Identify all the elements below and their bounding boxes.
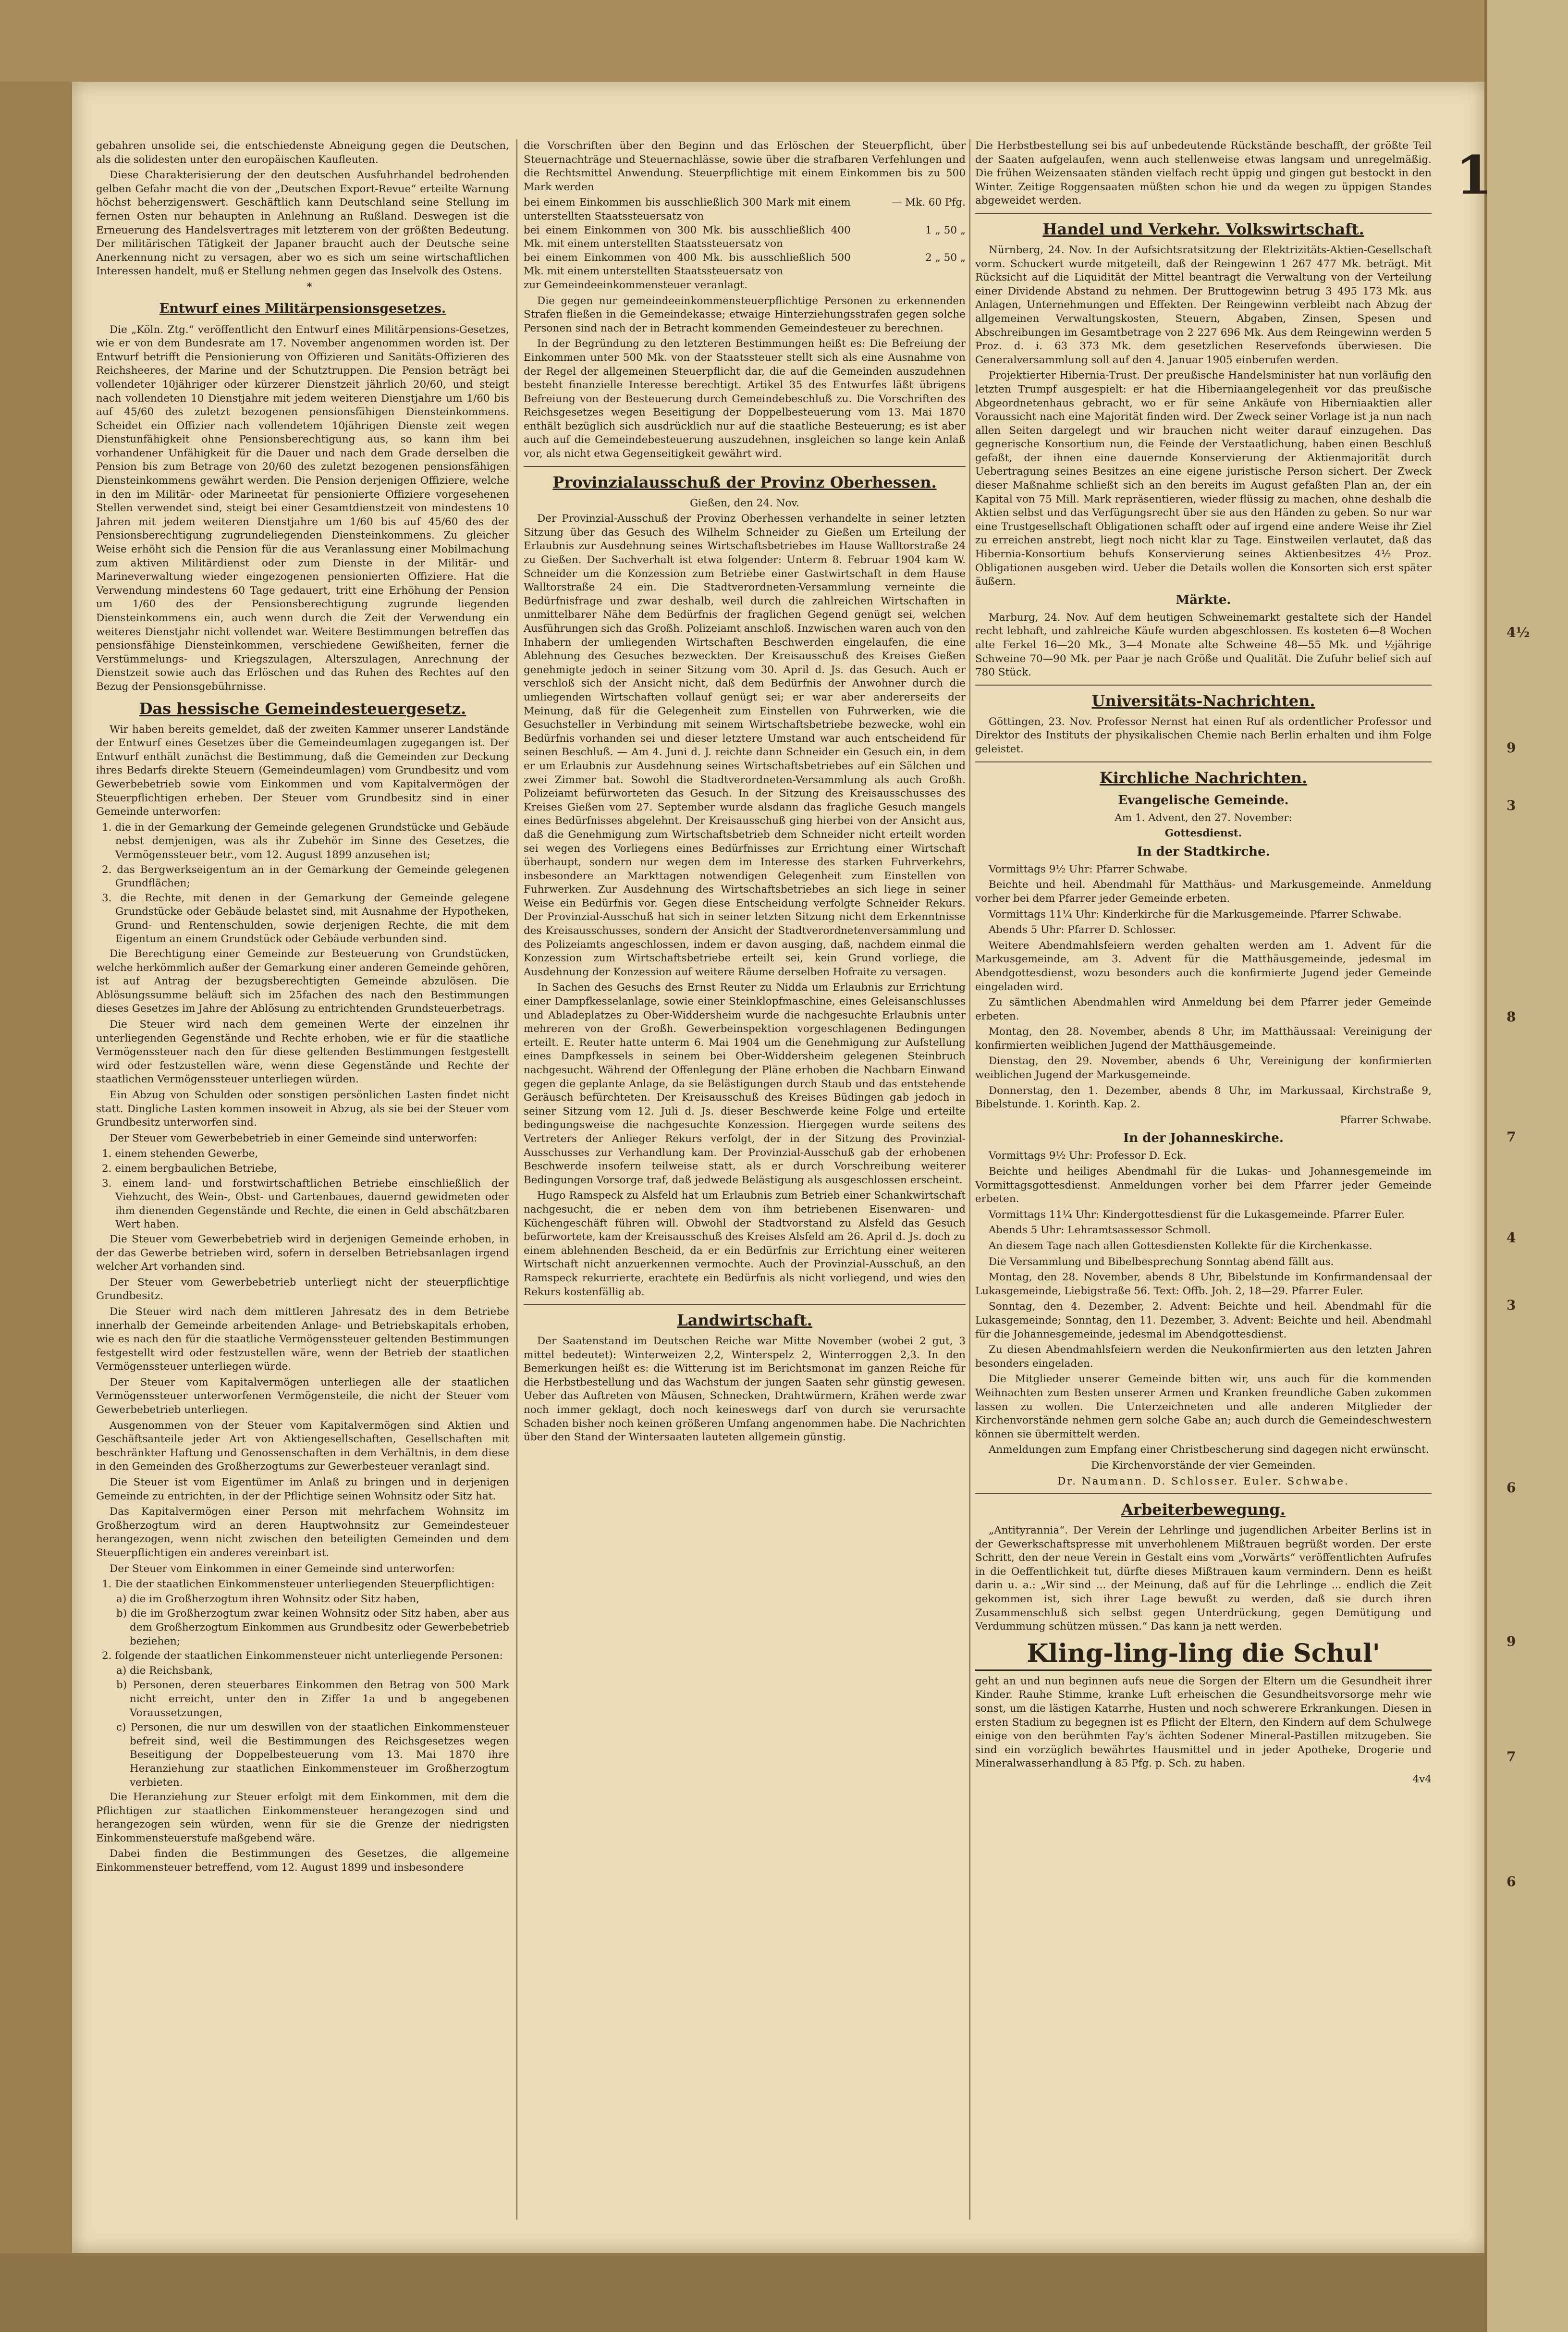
paragraph: gebahren unsolide sei, die entschiedenste Abneigung gegen die Deutschen, als die solidesten unter den europäischen Kaufleuten.: [96, 140, 509, 166]
list-item: 3. einem land- und forstwirtschaftlichen Betriebe einschließlich der Viehzucht, des Wein-, Obst- und Gartenbaues, dauernd gewidmeten oder ihm dienenden Gegenstände und Rechte, die einen in Geld abschätzbaren Wert haben.: [102, 1177, 509, 1231]
paragraph: Die Berechtigung einer Gemeinde zur Besteuerung von Grundstücken, welche herkömmlich außer der Gemarkung einer anderen Gemeinde gehören, ist auf Antrag der bezugsberechtigten Gemeinde abzulösen. Die Ablösungssumme beläuft sich im 25fachen des nach den Bestimmungen dieses Gesetzes im Jahre der Ablösung zu entrichtenden Grundsteuerbetrags.: [96, 948, 509, 1015]
edge-fragment: 9: [1507, 1633, 1516, 1649]
edge-fragment: 9: [1507, 740, 1516, 756]
column-1: [96, 139, 509, 2023]
advertisement-text: geht an und nun beginnen aufs neue die Sorgen der Eltern um die Gesundheit ihrer Kinder. Rauhe Stimme, kranke Luft erheischen die Gesundheitsvorsorge mehr wie sonst, um die lästigen Katarrhe, Husten und noch schwerere Erkrankungen. Diesen in ersten Stadium zu begegnen ist es Pflicht der Eltern, den Kindern auf dem Schulwege einige von den berühmten Fay's ächten Sodener Mineral-Pastillen mitzugeben. Sie sind ein vorzüglich bewährtes Hausmittel und in jeder Apotheke, Drogerie und Mineralwasserhandlung à 85 Pfg. p. Sch. zu haben.: [975, 1675, 1432, 1770]
signers: Dr. Naumann. D. Schlosser. Euler. Schwabe.: [1057, 1475, 1349, 1487]
advent-date: Am 1. Advent, den 27. November:: [1115, 811, 1292, 824]
list-item: 1. einem stehenden Gewerbe,: [102, 1148, 258, 1160]
tax-row-label: bei einem Einkommen bis ausschließlich 300 Mark mit einem unterstellten Staatssteuersatz von: [524, 196, 851, 222]
paragraph: Die Steuer vom Gewerbebetrieb wird in derjenigen Gemeinde erhoben, in der das Gewerbe betrieben wird, sofern in derselben Betriebsanlagen irgend welcher Art vorhanden sind.: [96, 1233, 509, 1273]
section-rule: [975, 761, 1432, 762]
paragraph: Nürnberg, 24. Nov. In der Aufsichtsratsitzung der Elektrizitäts-Aktien-Gesellschaft vorm. Schuckert wurde mitgeteilt, daß der Reingewinn 1 267 477 Mk. beträgt. Mit Rücksicht auf die Liquidität der Mittel beantragt die Verwaltung von der Verteilung einer Dividende Abstand zu nehmen. Der Bruttogewinn betrug 3 495 173 Mk. aus Anlagen, Unternehmungen und Effekten. Der Reingewinn verbleibt nach Abzug der allgemeinen Verwaltungskosten, Steuern, Abgaben, Zinsen, Spesen und Abschreibungen im Gesamtbetrage von 2 227 696 Mk. Aus dem Reingewinn werden 5 Proz. d. i. 63 373 Mk. dem gesetzlichen Reservefonds überwiesen. Die Generalversammlung soll auf den 4. Januar 1905 einberufen werden.: [975, 244, 1432, 366]
section-rule: [975, 1493, 1432, 1494]
list-item: 3. die Rechte, mit denen in der Gemarkung der Gemeinde gelegene Grundstücke oder Gebäude belastet sind, mit Ausnahme der Hypotheken, Grund- und Rentenschulden, sowie derjenigen Rechte, die mit dem Eigentum an einem Grundstück oder Gebäude verbunden sind.: [102, 892, 509, 945]
paragraph: Die Mitglieder unserer Gemeinde bitten wir, uns auch für die kommenden Weihnachten zum Besten unserer Armen und Kranken freundliche Gaben zukommen lassen zu wollen. Die Unterzeichneten und alle anderen Mitglieder der Kirchenvorstände nehmen gern solche Gabe an; auch durch die Gemeindeschwestern können sie übermittelt werden.: [975, 1373, 1432, 1440]
headline-gemeindesteuergesetz: Das hessische Gemeindesteuergesetz.: [139, 699, 466, 718]
separator-asterisk: *: [306, 281, 312, 293]
paragraph: Die Steuer ist vom Eigentümer im Anlaß zu bringen und in derjenigen Gemeinde zu entrichten, in der der Pflichtige seinen Wohnsitz oder Sitz hat.: [96, 1476, 509, 1502]
edge-fragment: 6: [1507, 1480, 1516, 1496]
paragraph: Die gegen nur gemeindeeinkommensteuerpflichtige Personen zu erkennenden Strafen fließen in die Gemeindekasse; etwaige Hinterziehungsstrafen gegen solche Personen sind nach der in Betracht kommenden Gemeindesteuer zu berechnen.: [524, 295, 966, 334]
scan-background-left: [0, 82, 72, 2253]
column-rule: [516, 139, 517, 2220]
subheadline-stadtkirche: In der Stadtkirche.: [1137, 844, 1270, 859]
tax-row-value: 1 „ 50 „: [925, 224, 966, 236]
paragraph: Ein Abzug von Schulden oder sonstigen persönlichen Lasten findet nicht statt. Dingliche Lasten kommen insoweit in Abzug, als sie bei der Steuer vom Grundbesitz unterworfen sind.: [96, 1089, 509, 1129]
paragraph: Die Versammlung und Bibelbesprechung Sonntag abend fällt aus.: [989, 1255, 1334, 1268]
paragraph: Zu sämtlichen Abendmahlen wird Anmeldung bei dem Pfarrer jeder Gemeinde erbeten.: [975, 996, 1432, 1022]
headline-maerkte: Märkte.: [1176, 592, 1231, 607]
list-item: 1. Die der staatlichen Einkommensteuer unterliegenden Steuerpflichtigen:: [102, 1578, 495, 1591]
paragraph: Beichte und heiliges Abendmahl für die Lukas- und Johannesgemeinde im Vormittagsgottesdienst. Anmeldungen vorher bei dem Pfarrer jeder Gemeinde erbeten.: [975, 1166, 1432, 1205]
paragraph: Die Kirchenvorstände der vier Gemeinden.: [1091, 1459, 1316, 1472]
edge-fragment: 8: [1507, 1009, 1516, 1025]
paragraph: Die Steuer wird nach dem mittleren Jahresatz des in dem Betriebe innerhalb der Gemeinde arbeitenden Anlage- und Betriebskapitals erhoben, wie es nach den für die staatliche Vermögenssteuer geltenden Bestimmungen festgestellt wird oder festzustellen wäre, wenn der Betrieb der staatlichen Vermögenssteuer unterliegen würde.: [96, 1305, 509, 1373]
paragraph: Der Saatenstand im Deutschen Reiche war Mitte November (wobei 2 gut, 3 mittel bedeutet): Winterweizen 2,2, Winterspelz 2, Winterroggen 2,3. In den Bemerkungen heißt es: die Witterung ist im Berichtsmonat im ganzen Reiche für die Herbstbestellung und das Wachstum der jungen Saaten sehr günstig gewesen. Ueber das Auftreten von Mäusen, Schnecken, Drahtwürmern, Krähen werde zwar noch immer geklagt, doch noch keineswegs darf von durch sie verursachte Schaden bisher noch keinen größeren Umfang angenommen habe. Die Nachrichten über den Stand der Wintersaaten lauteten allgemein günstig.: [524, 1335, 966, 1444]
paragraph: Marburg, 24. Nov. Auf dem heutigen Schweinemarkt gestaltete sich der Handel recht lebhaft, und zahlreiche Käufe wurden abgeschlossen. Es kosteten 6—8 Wochen alte Ferkel 16—20 Mk., 3—4 Monate alte Schweine 48—55 Mk. und ½jährige Schweine 70—90 Mk. per Paar je nach Größe und Qualität. Die Zufuhr belief sich auf 780 Stück.: [975, 611, 1432, 679]
paragraph: Wir haben bereits gemeldet, daß der zweiten Kammer unserer Landstände der Entwurf eines Gesetzes über die Gemeindeumlagen zugegangen ist. Der Entwurf enthält zunächst die Bestimmung, daß die Gemeinden zur Deckung ihres Bedarfs direkte Steuern (Gemeindeumlagen) vom Grundbesitz und vom Gewerbebetrieb sowie vom Einkommen und vom Kapitalvermögen der Steuerpflichtigen erheben. Der Steuer vom Grundbesitz sind in einer Gemeinde unterworfen:: [96, 723, 509, 818]
list-item: 2. das Bergwerkseigentum an in der Gemarkung der Gemeinde gelegenen Grundflächen;: [102, 863, 509, 890]
edge-fragment: 4: [1507, 1230, 1516, 1246]
paragraph: An diesem Tage nach allen Gottesdiensten Kollekte für die Kirchenkasse.: [989, 1240, 1372, 1252]
tax-table-row: [524, 224, 966, 251]
list-item: b) Personen, deren steuerbares Einkommen den Betrag von 500 Mark nicht erreicht, unter den in Ziffer 1a und b angegebenen Voraussetzungen,: [116, 1679, 509, 1719]
section-rule: [975, 685, 1432, 686]
edge-fragment: 4½: [1507, 625, 1530, 640]
paragraph: Der Steuer vom Gewerbebetrieb unterliegt nicht der steuerpflichtige Grundbesitz.: [96, 1276, 509, 1302]
paragraph: Abends 5 Uhr: Lehramtsassessor Schmoll.: [989, 1224, 1211, 1237]
tax-table-row: [524, 196, 966, 223]
paragraph: Montag, den 28. November, abends 8 Uhr, Bibelstunde im Konfirmandensaal der Lukasgemeinde, Liebigstraße 56. Text: Offb. Joh. 2, 18—29. Pfarrer Euler.: [975, 1271, 1432, 1297]
paragraph: Dabei finden die Bestimmungen des Gesetzes, die allgemeine Einkommensteuer betreffend, vom 12. August 1899 und insbesondere: [96, 1848, 509, 1874]
headline-landwirtschaft: Landwirtschaft.: [677, 1311, 812, 1330]
dateline: Gießen, den 24. Nov.: [690, 497, 799, 509]
advertisement-headline: Kling-ling-ling die Schul': [975, 1638, 1432, 1671]
list-item: 2. einem bergbaulichen Betriebe,: [102, 1162, 278, 1175]
paragraph: Anmeldungen zum Empfang einer Christbescherung sind dagegen nicht erwünscht.: [989, 1444, 1429, 1456]
paragraph: Diese Charakterisierung der den deutschen Ausfuhrhandel bedrohenden gelben Gefahr macht die von der „Deutschen Export-Revue“ erteilte Warnung höchst beherzigenswert. Geschäftlich kann Deutschland seine Stellung im fernen Osten nur behaupten in Anlehnung an Rußland. Deswegen ist die Erneuerung des Handelsvertrages mit letzterem von der größten Bedeutung. Der militärischen Tätigkeit der Japaner braucht auch der Deutsche seine Anerkennung nicht zu versagen, aber wo es sich um seine wirtschaftlichen Interessen handelt, muß er Stellung nehmen gegen das Inselvolk des Ostens.: [96, 169, 509, 278]
section-rule: [975, 213, 1432, 214]
edge-fragment: 3: [1507, 798, 1516, 813]
gottesdienst-label: Gottesdienst.: [1164, 827, 1242, 840]
paragraph: Der Provinzial-Ausschuß der Provinz Oberhessen verhandelte in seiner letzten Sitzung über das Gesuch des Wilhelm Schneider zu Gießen um Erteilung der Erlaubnis zur Ausdehnung seines Wirtschaftsbetriebes im Hause Walltorstraße 24 zu Gießen. Der Sachverhalt ist etwa folgender: Unterm 8. Februar 1904 kam W. Schneider um die Konzession zum Betriebe einer Gastwirtschaft in dem Hause Walltorstraße 24 ein. Die Stadtverordneten-Versammlung verneinte die Bedürfnisfrage und zwar deshalb, weil durch die zahlreichen Wirtschaften in unmittelbarer Nähe dem Bedürfnis der fraglichen Gegend genügt sei, welchen Ausführungen sich das Großh. Polizeiamt anschloß. Inzwischen waren auch von den Inhabern der umliegenden Wirtschaften Beschwerden eingelaufen, die eine Ablehnung des Gesuches bezweckten. Der Kreisausschuß des Kreises Gießen genehmigte jedoch in seiner Sitzung vom 30. April d. Js. das Gesuch. Auch er verschloß sich der Ansicht nicht, daß dem Bedürfnis der Anwohner durch die umliegenden Wirtschaften vollauf genügt sei; er war aber andererseits der Meinung, daß für die Gelegenheit zum Einstellen von Fuhrwerken, wie die Gesuchsteller in Verbindung mit seinem Wirtschaftsbetriebe bezwecke, wohl ein Bedürfnis vorhanden sei und dieser letztere Umstand war auch entscheidend für seinen Beschluß. — Am 4. Juni d. J. reichte dann Schneider ein Gesuch ein, in dem er um Erlaubnis zur Ausdehnung seines Wirtschaftsbetriebes auf ein Sälchen und zwei Zimmer bat. Sowohl die Stadtverordneten-Versammlung als auch Großh. Polizeiamt befürworteten das Gesuch. In der Sitzung des Kreisausschusses des Kreises Gießen vom 27. September wurde alsdann das fragliche Gesuch mangels eines Bedürfnisses abgelehnt. Der Kreisausschuß ging hierbei von der Ansicht aus, daß die Genehmigung zum Wirtschaftsbetrieb dem Schneider nicht erteilt worden sei wegen des Vorliegens eines Bedürfnisses zur Errichtung einer Wirtschaft überhaupt, sondern nur wegen dem im Interesse des starken Fuhrverkehrs, insbesondere an Markttagen notwendigen Gelegenheit zum Einstellen von Fuhrwerken. Zur Ausdehnung des Wirtschaftsbetriebes an sich liege in seiner Weise ein Bedürfnis vor. Gegen diese Entscheidung verfolgte Schneider Rekurs. Der Provinzial-Ausschuß hat sich in seiner letzten Sitzung nicht dem Erkenntnisse des Kreisausschusses, sondern der Ansicht der Stadtverordnetenversammlung und des Polizeiamts angeschlossen, indem er davon ausging, daß, nachdem einmal die Konzession zum Wirtschaftsbetriebe erteilt sei, kein Grund vorliege, die Ausdehnung der Konzession auf weitere Räume derselben Hofraite zu versagen.: [524, 513, 966, 978]
paragraph: Vormittags 11¼ Uhr: Kindergottesdienst für die Lukasgemeinde. Pfarrer Euler.: [989, 1208, 1405, 1221]
paragraph: Die „Köln. Ztg.“ veröffentlicht den Entwurf eines Militärpensions-Gesetzes, wie er von dem Bundesrate am 17. November angenommen worden ist. Der Entwurf betrifft die Pensionierung von Offizieren und Sanitäts-Offizieren des Reichsheeres, der Marine und der Schutztruppen. Die Pension beträgt bei vollendeter 10jähriger oder kürzerer Dienstzeit jährlich 20/60, und steigt nach vollendeten 10 Dienstjahre mit jedem weiteren Dienstjahre um 1/60 bis auf 45/60 des zuletzt bezogenen pensionsfähigen Diensteinkommens. Scheidet ein Offizier nach vollendetem 10jährigen Dienste zeit wegen Dienstunfähigkeit ohne Pensionsberechtigung aus, so kann ihm bei vorhandener Unfähigkeit für die Dauer und nach dem Grade derselben die Pension bis zum Betrage von 20/60 des zuletzt bezogenen pensionsfähigen Diensteinkommens gewährt werden. Die Pension derjenigen Offiziere, welche in den im Militär- oder Marineetat für pensionierte Offiziere vorgesehenen Stellen verwendet sind, steigt bei einer Gesamtdienstzeit von mindestens 10 Jahren mit jedem weiteren Dienstjahre um 1/60 bis auf 45/60 des der Pensionsberechtigung zugrundeliegenden Diensteinkommens. Zu gleicher Weise erhöht sich die Pension für die aus Veranlassung einer Mobilmachung zum aktiven Militärdienst oder zum Dienste in der Militär- und Marineverwaltung wieder eingezogenen pensionierten Offiziere. Hat die Verwendung mindestens 60 Tage gedauert, tritt eine Erhöhung der Pension um 1/60 des der Pensionsberechtigung zugrunde liegenden Diensteinkommens ein, auch wenn durch die Zeit der Verwendung ein weiteres Dienstjahr nicht vollendet war. Weitere Bestimmungen betreffen das pensionsfähige Diensteinkommen, verschiedene Gewißheiten, ferner die Verstümmelungs- und Kriegszulagen, Alterszulagen, Anrechnung der Dienstzeit sowie auch das Erlöschen und das Ruhen des Rechtes auf den Bezug der Pensionsgebührnisse.: [96, 323, 509, 693]
paragraph: Weitere Abendmahlsfeiern werden gehalten werden am 1. Advent für die Markusgemeinde, am 3. Advent für die Matthäusgemeinde, jedesmal im Abendgottesdienst, wozu besonders auch die konfirmierte Jugend jeder Gemeinde eingeladen wird.: [975, 939, 1432, 993]
page-number-fragment: 1: [1456, 144, 1493, 206]
edge-fragment: 7: [1507, 1129, 1516, 1145]
list-item: a) die im Großherzogtum ihren Wohnsitz oder Sitz haben,: [116, 1593, 419, 1605]
paragraph: Die Herbstbestellung sei bis auf unbedeutende Rückstände beschafft, der größte Teil der Saaten aufgelaufen, wenn auch stellenweise etwas langsam und unregelmäßig. Die frühen Weizensaaten ständen vielfach recht üppig und gingen gut bestockt in den Winter. Zeitige Roggensaaten müßten schon hie und da wegen zu üppigen Standes abgeweidet werden.: [975, 140, 1432, 207]
edge-fragment: 7: [1507, 1749, 1516, 1765]
tax-table-row: [524, 251, 966, 279]
paragraph: Göttingen, 23. Nov. Professor Nernst hat einen Ruf als ordentlicher Professor und Direktor des Instituts der physikalischen Chemie nach Berlin erhalten und ihm Folge geleistet.: [975, 715, 1432, 755]
tax-row-value: 2 „ 50 „: [925, 251, 966, 264]
list-item: 1. die in der Gemarkung der Gemeinde gelegenen Grundstücke und Gebäude nebst demjenigen, was als ihr Zubehör im Sinne des Gesetzes, die Vermögenssteuer betr., vom 12. August 1899 anzusehen ist;: [102, 821, 509, 861]
paragraph: Vormittags 11¼ Uhr: Kinderkirche für die Markusgemeinde. Pfarrer Schwabe.: [989, 908, 1402, 921]
headline-militaerpension: Entwurf eines Militärpensionsgesetzes.: [159, 301, 446, 316]
paragraph: Beichte und heil. Abendmahl für Matthäus- und Markusgemeinde. Anmeldung vorher bei dem Pfarrer jeder Gemeinde erbeten.: [975, 879, 1432, 905]
paragraph: Der Steuer vom Gewerbebetrieb in einer Gemeinde sind unterworfen:: [110, 1132, 478, 1144]
paragraph: In der Begründung zu den letzteren Bestimmungen heißt es: Die Befreiung der Einkommen unter 500 Mk. von der Staatssteuer stellt sich als eine Ausnahme von der Regel der allgemeinen Steuerpflicht dar, die auf die Gemeinden auszudehnen besteht finanzielle Interesse berechtigt. Artikel 35 des Entwurfes läßt übrigens Befreiung von der Besteuerung durch Gemeindebeschluß zu. Die Vorschriften des Reichsgesetzes wegen Beseitigung der Doppelbesteuerung vom 13. Mai 1870 enthält bezüglich sich ausdrücklich nur auf die staatliche Besteuerung; es ist aber auch auf die Gemeindebesteuerung auszudehnen, insgleichen so lange kein Anlaß vor, als nicht etwa Gegenseitigkeit gewährt wird.: [524, 338, 966, 460]
paragraph: Donnerstag, den 1. Dezember, abends 8 Uhr, im Markussaal, Kirchstraße 9, Bibelstunde. 1. Korinth. Kap. 2.: [975, 1084, 1432, 1111]
paragraph: Hugo Ramspeck zu Alsfeld hat um Erlaubnis zum Betrieb einer Schankwirtschaft nachgesucht, die er neben dem von ihm betriebenen Eisenwaren- und Küchengeschäft führen will. Obwohl der Stadtvorstand zu Alsfeld das Gesuch befürwortete, kam der Kreisausschuß des Kreises Alsfeld am 26. April d. Js. doch zu einem ablehnenden Bescheid, da er ein Bedürfnis zur Errichtung einer weiteren Wirtschaft nicht anzuerkennen vermochte. Auch der Provinzial-Ausschuß, an den Ramspeck rekurrierte, erachtete ein Bedürfnis als nicht vorliegend, und wies den Rekurs kostenfällig ab.: [524, 1190, 966, 1298]
scan-background-top: [0, 0, 1484, 82]
tax-row-label: bei einem Einkommen von 300 Mk. bis ausschließlich 400 Mk. mit einem unterstellten Staatssteuersatz von: [524, 224, 851, 250]
tax-row-value: — Mk. 60 Pfg.: [891, 196, 966, 209]
edge-fragment: 6: [1507, 1874, 1516, 1890]
paragraph: Montag, den 28. November, abends 8 Uhr, im Matthäussaal: Vereinigung der konfirmierten weiblichen Jugend der Matthäusgemeinde.: [975, 1026, 1432, 1052]
paragraph: Die Steuer wird nach dem gemeinen Werte der einzelnen ihr unterliegenden Gegenstände und Rechte erhoben, wie er für die staatliche Vermögenssteuer nach den für diese geltenden Bestimmungen festgestellt wird oder festzustellen wäre, wenn diese Gegenstände und Rechte der staatlichen Vermögenssteuer unterliegen würden.: [96, 1019, 509, 1086]
tax-row-label: bei einem Einkommen von 400 Mk. bis ausschließlich 500 Mk. mit einem unterstellten Staatssteuersatz von: [524, 251, 851, 278]
paragraph: Projektierter Hibernia-Trust. Der preußische Handelsminister hat nun vorläufig den letzten Trumpf ausgespielt: er hat die Hiberniaangelegenheit vor das preußische Abgeordnetenhaus gebracht, wo er für seine Ankäufe von Hiberniaaktien aller Voraussicht nach eine Majorität finden wird. Der Zweck seiner Vorlage ist ja nun nach allen Seiten dargelegt und wir brauchen nicht weiter darauf einzugehen. Das gegnerische Konsortium nun, die Feinde der Verstaatlichung, haben einen Beschluß gefaßt, der ihnen eine dauernde Konservierung der Aktienmajorität durch Uebertragung seines Besitzes an eine eigene juristische Person sichert. Der Zweck dieser Maßnahme schließt sich an den bereits im August gefaßten Plan an, der ein Kapital von 75 Mill. Mark repräsentieren, wieder flüssig zu machen, ohne deshalb die Aktien selbst und das Verfügungsrecht über sie aus den Händen zu geben. So nur war eine Trustgesellschaft Obligationen schafft oder auf irgend eine andere Weise ihr Ziel zu erreichen anstrebt, liegt noch nicht klar zu Tage. Einstweilen verlautet, daß das Hibernia-Konsortium behufs Konservierung seines Aktienbesitzes 4½ Proz. Obligationen ausgeben wird. Ueber die Details wollen die Konsorten sich erst später äußern.: [975, 369, 1432, 588]
scan-background-bottom: [0, 2253, 1484, 2332]
signature: Pfarrer Schwabe.: [1340, 1114, 1432, 1126]
list-item: a) die Reichsbank,: [116, 1664, 213, 1677]
paragraph: Der Steuer vom Kapitalvermögen unterliegen alle der staatlichen Vermögenssteuer unterworfenen Vermögensteile, die nicht der Steuer vom Gewerbebetrieb unterliegen.: [96, 1376, 509, 1416]
paragraph: Die Heranziehung zur Steuer erfolgt mit dem Einkommen, mit dem die Pflichtigen zur staatlichen Einkommensteuer herangezogen sind und herangezogen sein würden, wenn für sie die Grenze der niedrigsten Einkommensteuerstufe maßgebend wäre.: [96, 1791, 509, 1844]
paragraph: Sonntag, den 4. Dezember, 2. Advent: Beichte und heil. Abendmahl für die Lukasgemeinde; Sonntag, den 11. Dezember, 3. Advent: Beichte und heil. Abendmahl für die Johannesgemeinde, jedesmal im Abendgottesdienst.: [975, 1301, 1432, 1340]
headline-universitaet: Universitäts-Nachrichten.: [1091, 691, 1315, 710]
subheadline-evangelische-gemeinde: Evangelische Gemeinde.: [1118, 793, 1289, 808]
facing-page-edge: [1484, 0, 1568, 2332]
paragraph: Der Steuer vom Einkommen in einer Gemeinde sind unterworfen:: [110, 1562, 455, 1575]
paragraph: Vormittags 9½ Uhr: Professor D. Eck.: [989, 1150, 1187, 1162]
edge-fragment: 3: [1507, 1297, 1516, 1313]
paragraph: Abends 5 Uhr: Pfarrer D. Schlosser.: [989, 924, 1176, 936]
column-2: [524, 139, 966, 2220]
headline-handel: Handel und Verkehr. Volkswirtschaft.: [1042, 220, 1364, 238]
list-item: 2. folgende der staatlichen Einkommensteuer nicht unterliegende Personen:: [102, 1650, 503, 1662]
list-item: b) die im Großherzogtum zwar keinen Wohnsitz oder Sitz haben, aber aus dem Großherzogtum Einkommen aus Grundbesitz oder Gewerbebetrieb beziehen;: [116, 1608, 509, 1647]
column-3: [975, 139, 1432, 2220]
paragraph: Zu diesen Abendmahlsfeiern werden die Neukonfirmierten aus den letzten Jahren besonders eingeladen.: [975, 1344, 1432, 1370]
paragraph: „Antityrannia“. Der Verein der Lehrlinge und jugendlichen Arbeiter Berlins ist in der Gewerkschaftspresse mit unverhohlenem Mißtrauen begrüßt worden. Der erste Schritt, den der neue Verein in Gestalt eins vom „Vorwärts“ veröffentlichten Aufrufes in die Oeffentlichkeit tut, dürfte dieses Mißtrauen kaum vermindern. Denn es heißt darin u. a.: „Wir sind ... der Meinung, daß auf für die Lehrlinge ... endlich die Zeit gekommen ist, sich ihrer Lage bewußt zu werden, daß sie durch ihren Zusammenschluß sich selbst gegen Unterdrückung, gegen Demütigung und Verdummung schützen müssen.“ Das kann ja nett werden.: [975, 1524, 1432, 1633]
subheadline-johanneskirche: In der Johanneskirche.: [1123, 1131, 1284, 1146]
headline-kirchliche-nachrichten: Kirchliche Nachrichten.: [1099, 768, 1308, 787]
section-rule: [524, 466, 966, 467]
advertisement-code: 4v4: [1412, 1773, 1432, 1785]
paragraph: Vormittags 9½ Uhr: Pfarrer Schwabe.: [989, 863, 1188, 875]
paragraph: zur Gemeindeeinkommensteuer veranlagt.: [524, 279, 748, 291]
section-rule: [524, 1304, 966, 1305]
paragraph: die Vorschriften über den Beginn und das Erlöschen der Steuerpflicht, über Steuernachträge und Steuernachlässe, sowie über die strafbaren Verfehlungen und die Rechtsmittel Anwendung. Steuerpflichtige mit einem Einkommen bis zu 500 Mark werden: [524, 140, 966, 193]
headline-arbeiterbewegung: Arbeiterbewegung.: [1121, 1500, 1286, 1519]
paragraph: Das Kapitalvermögen einer Person mit mehrfachem Wohnsitz im Großherzogtum wird an deren Hauptwohnsitz zur Gemeindesteuer herangezogen, wenn nicht zwischen den beteiligten Gemeinden und dem Steuerpflichtigen ein anderes vereinbart ist.: [96, 1506, 509, 1559]
paragraph: Dienstag, den 29. November, abends 6 Uhr, Vereinigung der konfirmierten weiblichen Jugend der Markusgemeinde.: [975, 1055, 1432, 1081]
list-item: c) Personen, die nur um deswillen von der staatlichen Einkommensteuer befreit sind, weil die Bestimmungen des Reichsgesetzes wegen Beseitigung der Doppelbesteuerung vom 13. Mai 1870 ihre Heranziehung zur staatlichen Einkommensteuer im Großherzogtum verbieten.: [116, 1721, 509, 1789]
paragraph: Ausgenommen von der Steuer vom Kapitalvermögen sind Aktien und Geschäftsanteile jeder Art von Aktiengesellschaften, Gesellschaften mit beschränkter Haftung und Genossenschaften in dem Verhältnis, in dem diese in den Gemeinden des Großherzogtums zur Gewerbesteuer veranlagt sind.: [96, 1419, 509, 1473]
paragraph: In Sachen des Gesuchs des Ernst Reuter zu Nidda um Erlaubnis zur Errichtung einer Dampfkesselanlage, sowie einer Steinklopfmaschine, eines Geleisanschlusses und Abladeplatzes zu Ober-Widdersheim wurde die nachgesuchte Erlaubnis unter mehreren von der Großh. Gewerbeinspektion vorgeschlagenen Bedingungen erteilt. E. Reuter hatte unterm 6. Mai 1904 um die Genehmigung zur Aufstellung eines Dampfkessels in seinem bei Ober-Widdersheim gelegenen Steinbruch nachgesucht. Während der Offenlegung der Pläne erhoben die Nachbarn Einwand gegen die geplante Anlage, da sie Belästigungen durch Staub und das entstehende Geräusch befürchteten. Der Kreisausschuß des Kreises Büdingen gab jedoch in seiner Sitzung vom 12. Juli d. Js. dieser Beschwerde keine Folge und erteilte bedingungsweise die nachgesuchte Konzession. Hiergegen wurde seitens des Vertreters der Anlieger Rekurs verfolgt, der in der Sitzung des Provinzial-Ausschusses zur Verhandlung kam. Der Provinzial-Ausschuß gab der erhobenen Beschwerde insofern teilweise statt, als er durch Vorschreibung weiterer Bedingungen Vorsorge traf, daß jedwede Belästigung als ausgeschlossen erscheint.: [524, 982, 966, 1186]
column-rule: [969, 139, 970, 2220]
headline-provinzialausschuss: Provinzialausschuß der Provinz Oberhessen.: [552, 473, 937, 491]
